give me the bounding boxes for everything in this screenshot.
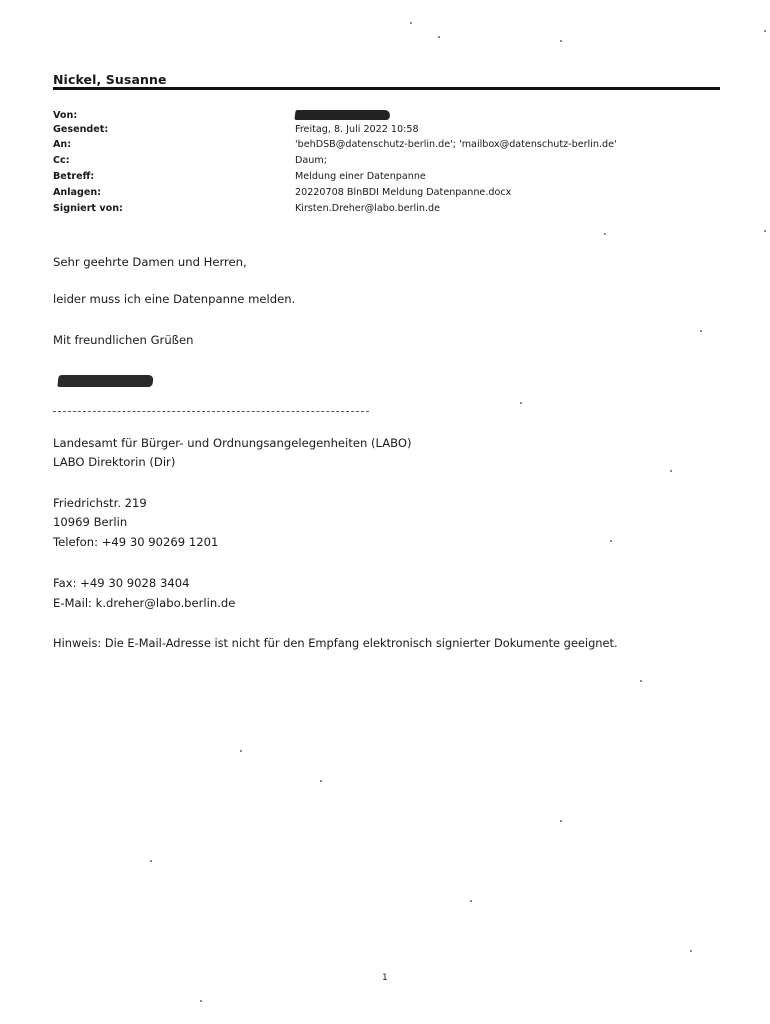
scan-speck — [670, 470, 672, 472]
signature-city: 10969 Berlin — [53, 515, 128, 529]
sender-name: Nickel, Susanne — [53, 72, 167, 87]
email-greeting: Sehr geehrte Damen und Herren, — [53, 255, 247, 269]
signature-separator — [53, 411, 369, 412]
header-label-signed-by: Signiert von: — [53, 203, 123, 214]
header-value-signed-by: Kirsten.Dreher@labo.berlin.de — [295, 203, 441, 214]
scan-speck — [700, 330, 702, 332]
header-value-to: 'behDSB@datenschutz-berlin.de'; 'mailbox@datenschutz-berlin.de' — [295, 139, 617, 150]
scan-speck — [764, 230, 766, 232]
header-value-sent: Freitag, 8. Juli 2022 10:58 — [295, 124, 419, 135]
redacted-signature-name — [57, 375, 153, 387]
header-value-attachments: 20220708 BlnBDI Meldung Datenpanne.docx — [295, 187, 512, 198]
scan-speck — [560, 40, 562, 42]
header-value-subject: Meldung einer Datenpanne — [295, 171, 426, 182]
scan-speck — [200, 1000, 202, 1002]
header-label-to: An: — [53, 139, 72, 150]
email-closing: Mit freundlichen Grüßen — [53, 333, 194, 347]
scan-speck — [764, 30, 766, 32]
scan-speck — [690, 950, 692, 952]
signature-note: Hinweis: Die E-Mail-Adresse ist nicht für den Empfang elektronisch signierter Dokumente geeignet. — [53, 636, 618, 650]
signature-role: LABO Direktorin (Dir) — [53, 455, 176, 469]
page-number: 1 — [382, 973, 388, 983]
signature-organization: Landesamt für Bürger- und Ordnungsangelegenheiten (LABO) — [53, 436, 412, 450]
scan-speck — [438, 36, 440, 38]
email-message: leider muss ich eine Datenpanne melden. — [53, 292, 296, 306]
header-label-sent: Gesendet: — [53, 124, 109, 135]
signature-street: Friedrichstr. 219 — [53, 496, 147, 510]
scan-speck — [470, 900, 472, 902]
signature-fax: Fax: +49 30 9028 3404 — [53, 576, 190, 590]
signature-phone: Telefon: +49 30 90269 1201 — [53, 535, 219, 549]
scan-speck — [520, 402, 522, 404]
sender-divider — [53, 87, 720, 90]
signature-email: E-Mail: k.dreher@labo.berlin.de — [53, 596, 236, 610]
scan-speck — [640, 680, 642, 682]
scan-speck — [240, 750, 242, 752]
header-label-cc: Cc: — [53, 155, 70, 166]
scan-speck — [320, 780, 322, 782]
scan-speck — [150, 860, 152, 862]
scan-speck — [604, 233, 606, 235]
header-value-cc: Daum; — [295, 155, 327, 166]
header-label-subject: Betreff: — [53, 171, 95, 182]
header-label-from: Von: — [53, 110, 78, 121]
scan-speck — [560, 820, 562, 822]
redacted-sender-address — [294, 110, 390, 120]
scan-speck — [410, 22, 412, 24]
header-label-attachments: Anlagen: — [53, 187, 102, 198]
scan-speck — [610, 540, 612, 542]
